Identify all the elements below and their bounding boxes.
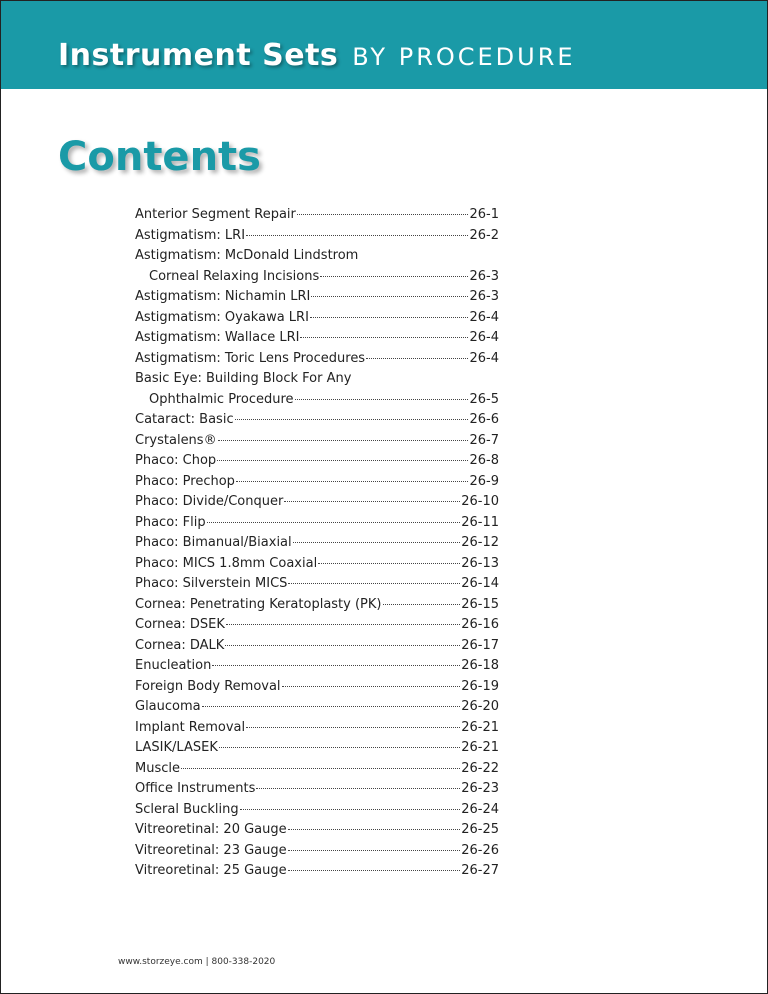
- toc-entry[interactable]: [135, 369, 499, 410]
- toc-entry-label: Cornea: DALK: [135, 637, 225, 653]
- toc-dot-leader: [284, 501, 460, 502]
- toc-entry[interactable]: [135, 492, 499, 513]
- toc-entry-label: Glaucoma: [135, 699, 201, 714]
- toc-page-number: 26-4: [469, 330, 499, 345]
- toc-dot-leader: [320, 276, 468, 277]
- toc-page-number: 26-23: [461, 781, 499, 796]
- toc-entry[interactable]: [135, 472, 499, 493]
- toc-page-number: 26-2: [469, 227, 499, 243]
- toc-entry-label: Astigmatism: LRI: [135, 227, 246, 243]
- toc-page-number: 26-19: [461, 678, 499, 694]
- toc-dot-leader: [311, 296, 468, 297]
- toc-entry-label: Astigmatism: Nichamin LRI: [135, 289, 311, 304]
- toc-page-number: 26-4: [469, 309, 499, 325]
- toc-entry[interactable]: [135, 677, 499, 698]
- toc-dot-leader: [235, 419, 469, 420]
- toc-page-number: 26-15: [461, 596, 499, 612]
- toc-entry[interactable]: [135, 615, 499, 636]
- toc-entry-label: Phaco: Chop: [135, 453, 217, 468]
- toc-page-number: 26-25: [461, 822, 499, 837]
- toc-dot-leader: [310, 317, 469, 318]
- toc-page-number: 26-16: [461, 617, 499, 632]
- toc-entry[interactable]: [135, 533, 499, 554]
- toc-entry-label: Office Instruments: [135, 781, 256, 796]
- table-of-contents: [135, 205, 499, 882]
- toc-dot-leader: [219, 747, 460, 748]
- toc-entry-label: Basic Eye: Building Block For Any: [135, 371, 352, 386]
- toc-entry[interactable]: [135, 574, 499, 595]
- toc-dot-leader: [366, 358, 468, 359]
- toc-page-number: 26-27: [461, 863, 499, 878]
- toc-entry[interactable]: [135, 841, 499, 862]
- toc-entry-label: Cornea: DSEK: [135, 617, 225, 632]
- toc-entry[interactable]: [135, 328, 499, 349]
- toc-entry-label: Astigmatism: McDonald Lindstrom: [135, 248, 359, 263]
- toc-entry[interactable]: [135, 287, 499, 308]
- toc-page-number: 26-20: [461, 699, 499, 714]
- toc-page-number: 26-8: [469, 453, 499, 468]
- toc-page-number: 26-22: [461, 760, 499, 776]
- toc-entry-label: Vitreoretinal: 25 Gauge: [135, 863, 287, 878]
- toc-dot-leader: [295, 399, 469, 400]
- toc-page-number: 26-3: [469, 289, 499, 304]
- toc-entry-label: Scleral Buckling: [135, 801, 239, 817]
- toc-dot-leader: [256, 788, 460, 789]
- header-title-light: BY PROCEDURE: [352, 43, 576, 71]
- toc-dot-leader: [297, 214, 469, 215]
- toc-dot-leader: [383, 604, 461, 605]
- toc-entry[interactable]: [135, 349, 499, 370]
- toc-dot-leader: [246, 727, 460, 728]
- toc-entry[interactable]: [135, 759, 499, 780]
- toc-entry-label: Phaco: Flip: [135, 514, 206, 530]
- toc-page-number: 26-18: [461, 658, 499, 673]
- toc-entry-label: Phaco: Divide/Conquer: [135, 494, 284, 509]
- toc-page-number: 26-3: [469, 268, 499, 284]
- toc-entry[interactable]: [135, 697, 499, 718]
- toc-dot-leader: [226, 624, 460, 625]
- toc-entry-label: Enucleation: [135, 658, 212, 673]
- toc-entry[interactable]: [135, 718, 499, 739]
- toc-dot-leader: [240, 809, 461, 810]
- toc-entry[interactable]: [135, 636, 499, 657]
- toc-entry-label: Cornea: Penetrating Keratoplasty (PK): [135, 596, 382, 612]
- toc-entry[interactable]: [135, 308, 499, 329]
- toc-page-number: 26-24: [461, 801, 499, 817]
- toc-page-number: 26-7: [469, 432, 499, 448]
- toc-entry[interactable]: [135, 226, 499, 247]
- toc-dot-leader: [293, 542, 461, 543]
- toc-entry[interactable]: [135, 861, 499, 882]
- toc-entry[interactable]: [135, 595, 499, 616]
- toc-dot-leader: [246, 235, 468, 236]
- contents-title: Contents: [58, 134, 261, 180]
- toc-entry[interactable]: [135, 513, 499, 534]
- toc-entry-label: Vitreoretinal: 20 Gauge: [135, 822, 287, 837]
- toc-entry-label: Implant Removal: [135, 719, 246, 735]
- toc-dot-leader: [288, 870, 461, 871]
- toc-dot-leader: [288, 583, 460, 584]
- toc-dot-leader: [217, 460, 468, 461]
- toc-entry[interactable]: [135, 410, 499, 431]
- toc-entry[interactable]: [135, 738, 499, 759]
- toc-dot-leader: [181, 768, 460, 769]
- toc-entry[interactable]: [135, 205, 499, 226]
- toc-entry-label: Vitreoretinal: 23 Gauge: [135, 842, 287, 858]
- toc-page-number: 26-11: [461, 514, 499, 530]
- toc-entry-label-continued: Ophthalmic Procedure: [149, 391, 294, 407]
- toc-dot-leader: [202, 706, 461, 707]
- toc-dot-leader: [288, 850, 461, 851]
- toc-dot-leader: [218, 440, 469, 441]
- toc-dot-leader: [212, 665, 460, 666]
- toc-page-number: 26-6: [469, 412, 499, 427]
- toc-entry[interactable]: [135, 820, 499, 841]
- toc-entry-label: Muscle: [135, 760, 180, 776]
- toc-entry-label: Cataract: Basic: [135, 412, 234, 427]
- toc-entry[interactable]: [135, 451, 499, 472]
- toc-dot-leader: [225, 645, 460, 646]
- toc-dot-leader: [236, 481, 469, 482]
- toc-entry-label: Phaco: Prechop: [135, 473, 235, 489]
- toc-page-number: 26-4: [469, 350, 499, 366]
- toc-entry[interactable]: [135, 554, 499, 575]
- toc-entry[interactable]: [135, 800, 499, 821]
- toc-entry[interactable]: [135, 431, 499, 452]
- toc-entry-label: Crystalens®: [135, 432, 217, 448]
- toc-entry-label-continued: Corneal Relaxing Incisions: [149, 268, 320, 284]
- toc-dot-leader: [318, 563, 460, 564]
- toc-page-number: 26-26: [461, 842, 499, 858]
- toc-dot-leader: [282, 686, 461, 687]
- toc-dot-leader: [288, 829, 461, 830]
- toc-dot-leader: [207, 522, 461, 523]
- toc-page-number: 26-17: [461, 637, 499, 653]
- toc-entry[interactable]: [135, 246, 499, 287]
- toc-page-number: 26-13: [461, 555, 499, 571]
- toc-entry[interactable]: [135, 656, 499, 677]
- toc-entry-label: Phaco: Silverstein MICS: [135, 576, 288, 591]
- toc-entry[interactable]: [135, 779, 499, 800]
- toc-entry-label: Phaco: MICS 1.8mm Coaxial: [135, 555, 318, 571]
- header-title: [58, 38, 576, 73]
- toc-page-number: 26-10: [461, 494, 499, 509]
- toc-entry-label: LASIK/LASEK: [135, 740, 218, 755]
- header-title-bold: Instrument Sets: [58, 38, 339, 73]
- toc-page-number: 26-21: [461, 719, 499, 735]
- toc-entry-label: Anterior Segment Repair: [135, 207, 296, 222]
- toc-entry-label: Astigmatism: Toric Lens Procedures: [135, 350, 366, 366]
- toc-entry-label: Foreign Body Removal: [135, 678, 281, 694]
- toc-entry-label: Phaco: Bimanual/Biaxial: [135, 535, 292, 550]
- toc-page-number: 26-14: [461, 576, 499, 591]
- toc-entry-label: Astigmatism: Wallace LRI: [135, 330, 300, 345]
- toc-entry-label: Astigmatism: Oyakawa LRI: [135, 309, 309, 325]
- toc-page-number: 26-21: [461, 740, 499, 755]
- footer-contact: www.storzeye.com | 800-338-2020: [118, 957, 276, 967]
- toc-page-number: 26-1: [469, 207, 499, 222]
- toc-dot-leader: [300, 337, 468, 338]
- toc-page-number: 26-5: [469, 391, 499, 407]
- toc-page-number: 26-9: [469, 473, 499, 489]
- toc-page-number: 26-12: [461, 535, 499, 550]
